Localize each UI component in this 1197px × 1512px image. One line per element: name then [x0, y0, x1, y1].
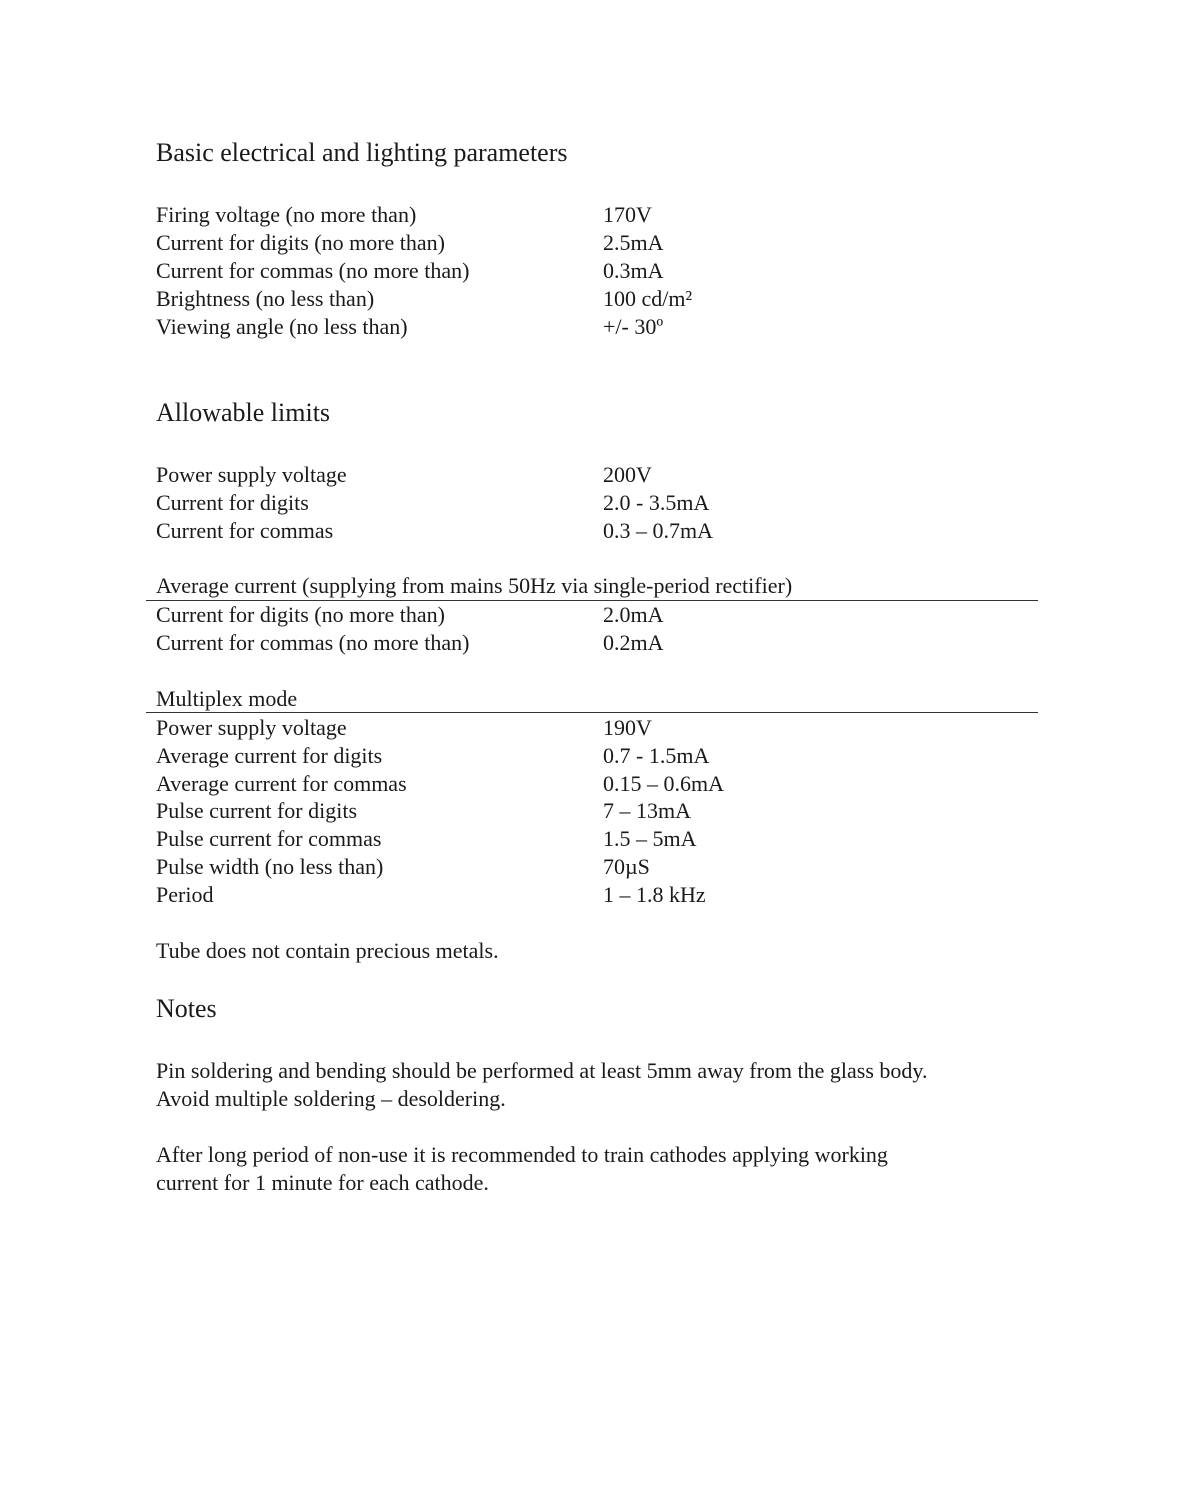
multiplex-label-pulse-current-digits: Pulse current for digits	[156, 798, 358, 823]
precious-metals-note: Tube does not contain precious metals.	[156, 938, 499, 963]
multiplex-value-pulse-width: 70µS	[603, 854, 650, 879]
param-value-current-commas: 0.3mA	[603, 258, 664, 283]
param-value-brightness: 100 cd/m²	[603, 286, 693, 311]
limit-label-power-supply: Power supply voltage	[156, 462, 347, 487]
limit-label-current-commas: Current for commas	[156, 518, 334, 543]
multiplex-value-avg-current-commas: 0.15 – 0.6mA	[603, 771, 724, 796]
average-label-current-commas: Current for commas (no more than)	[156, 630, 470, 655]
divider-line	[146, 712, 1038, 713]
subsection-caption-multiplex-mode: Multiplex mode	[156, 686, 298, 711]
multiplex-value-pulse-current-commas: 1.5 – 5mA	[603, 826, 697, 851]
param-value-viewing-angle: +/- 30º	[603, 314, 664, 339]
param-label-current-digits: Current for digits (no more than)	[156, 230, 445, 255]
multiplex-value-pulse-current-digits: 7 – 13mA	[603, 798, 691, 823]
average-value-current-commas: 0.2mA	[603, 630, 664, 655]
limit-value-current-digits: 2.0 - 3.5mA	[603, 490, 710, 515]
notes-paragraph-2-line-1: After long period of non-use it is recommended to train cathodes applying working	[156, 1142, 888, 1167]
param-label-brightness: Brightness (no less than)	[156, 286, 375, 311]
average-label-current-digits: Current for digits (no more than)	[156, 602, 445, 627]
notes-paragraph-2-line-2: current for 1 minute for each cathode.	[156, 1170, 489, 1195]
multiplex-value-avg-current-digits: 0.7 - 1.5mA	[603, 743, 710, 768]
section-title-basic-parameters: Basic electrical and lighting parameters	[156, 138, 568, 167]
multiplex-value-power-supply: 190V	[603, 715, 652, 740]
average-value-current-digits: 2.0mA	[603, 602, 664, 627]
param-value-current-digits: 2.5mA	[603, 230, 664, 255]
multiplex-label-power-supply: Power supply voltage	[156, 715, 347, 740]
notes-paragraph-1-line-1: Pin soldering and bending should be performed at least 5mm away from the glass body.	[156, 1058, 928, 1083]
section-title-allowable-limits: Allowable limits	[156, 398, 331, 427]
subsection-caption-average-current: Average current (supplying from mains 50Hz via single-period rectifier)	[156, 573, 793, 598]
multiplex-label-pulse-current-commas: Pulse current for commas	[156, 826, 382, 851]
limit-value-current-commas: 0.3 – 0.7mA	[603, 518, 713, 543]
limit-label-current-digits: Current for digits	[156, 490, 309, 515]
multiplex-label-pulse-width: Pulse width (no less than)	[156, 854, 384, 879]
limit-value-power-supply: 200V	[603, 462, 652, 487]
multiplex-label-period: Period	[156, 882, 214, 907]
param-label-firing-voltage: Firing voltage (no more than)	[156, 202, 417, 227]
multiplex-value-period: 1 – 1.8 kHz	[603, 882, 706, 907]
section-title-notes: Notes	[156, 994, 217, 1023]
param-label-current-commas: Current for commas (no more than)	[156, 258, 470, 283]
notes-paragraph-1-line-2: Avoid multiple soldering – desoldering.	[156, 1086, 506, 1111]
param-value-firing-voltage: 170V	[603, 202, 652, 227]
multiplex-label-avg-current-digits: Average current for digits	[156, 743, 383, 768]
param-label-viewing-angle: Viewing angle (no less than)	[156, 314, 408, 339]
multiplex-label-avg-current-commas: Average current for commas	[156, 771, 407, 796]
